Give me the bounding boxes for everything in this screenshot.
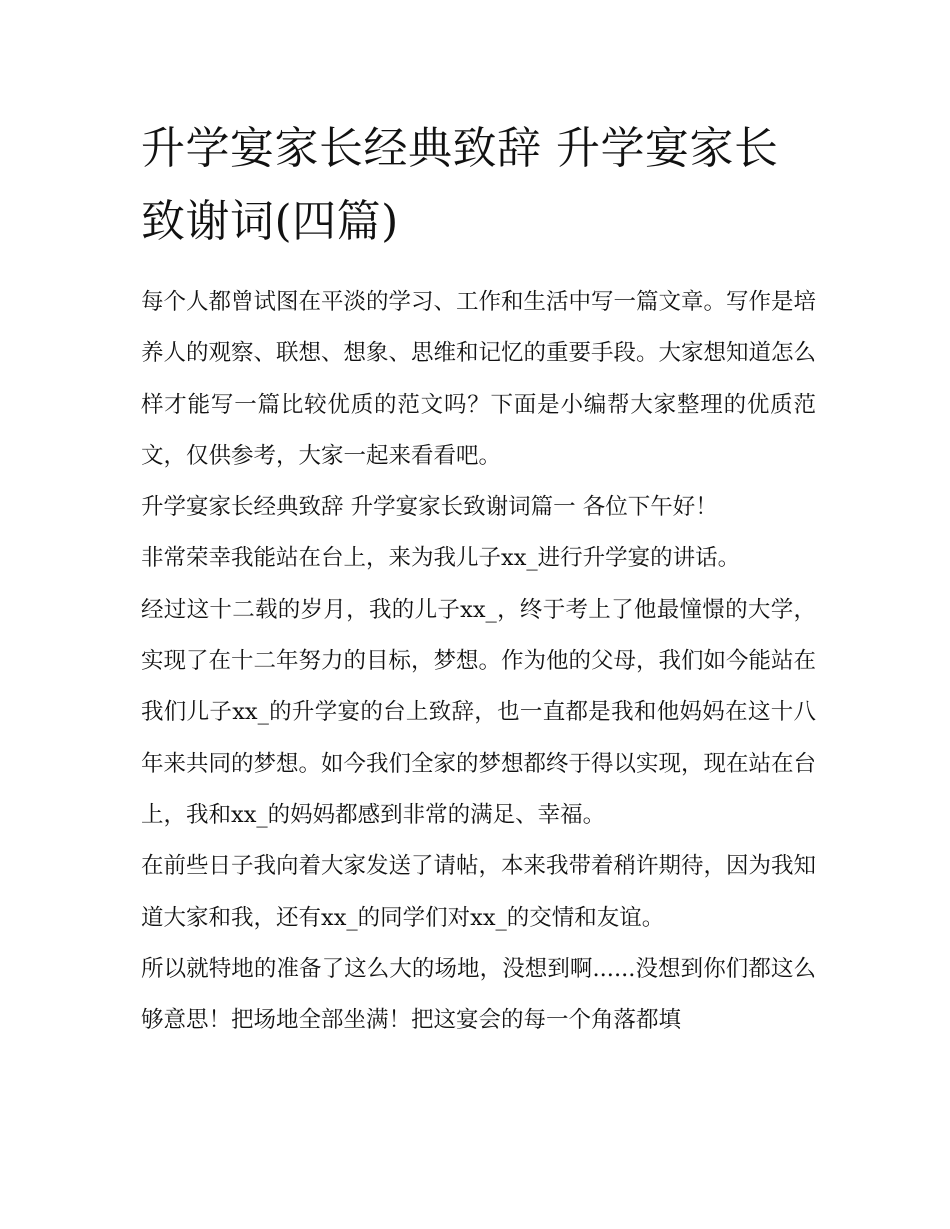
- document-title: 升学宴家长经典致辞 升学宴家长致谢词(四篇): [141, 123, 779, 247]
- paragraph-intro: 每个人都曾试图在平淡的学习、工作和生活中写一篇文章。写作是培养人的观察、联想、想象、思维和记忆的重要手段。大家想知道怎么样才能写一篇比较优质的范文吗？下面是小编帮大家整理的优质范文，仅供参考，大家一起来看看吧。: [141, 289, 817, 469]
- paragraph-twelve-years: 经过这十二载的岁月，我的儿子xx_，终于考上了他最憧憬的大学，实现了在十二年努力的目标，梦想。作为他的父母，我们如今能站在我们儿子xx_的升学宴的台上致辞，也一直都是我和他妈妈在这十八年来共同的梦想。如今我们全家的梦想都终于得以实现，现在站在台上，我和xx_的妈妈都感到非常的满足、幸福。: [141, 596, 817, 828]
- paragraph-honor: 非常荣幸我能站在台上，来为我儿子xx_进行升学宴的讲话。: [141, 545, 741, 572]
- paragraph-greeting: 升学宴家长经典致辞 升学宴家长致谢词篇一 各位下午好！: [141, 494, 718, 521]
- paragraph-venue: 所以就特地的准备了这么大的场地，没想到啊......没想到你们都这么够意思！把场地全部坐满！把这宴会的每一个角落都填: [141, 955, 816, 1034]
- paragraph-invitation: 在前些日子我向着大家发送了请帖，本来我带着稍许期待，因为我知道大家和我，还有xx_的同学们对xx_的交情和友谊。: [141, 853, 817, 931]
- document-body: [141, 112, 816, 1046]
